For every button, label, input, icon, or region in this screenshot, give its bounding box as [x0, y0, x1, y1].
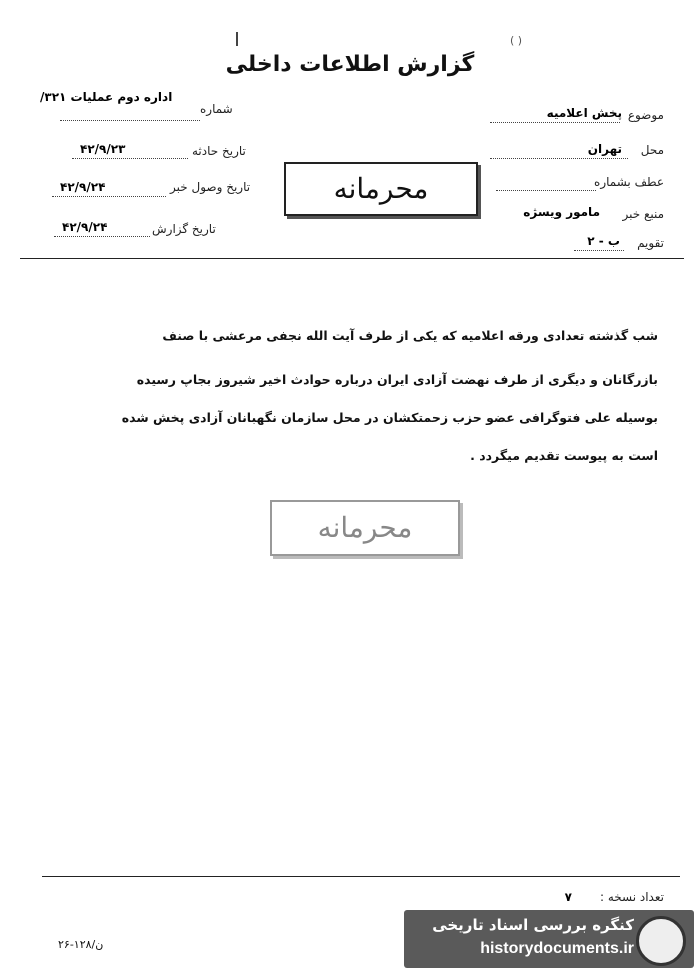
watermark-logo [404, 910, 694, 968]
evaluation-value: ب - ۲ [587, 234, 620, 248]
confidential-stamp-faded-text: محرمانه [317, 511, 413, 544]
report-date-label: تاریخ گزارش [152, 222, 216, 236]
number-value: اداره دوم عملیات ۳۲۱/ [40, 90, 173, 104]
header-divider [20, 258, 684, 259]
reference-dots [496, 190, 596, 191]
watermark-url: historydocuments.ir [480, 940, 634, 957]
confidential-stamp [284, 162, 478, 216]
incident-date-value: ۴۲/۹/۲۳ [80, 142, 126, 156]
body-line-4: است به پیوست تقدیم میگردد . [470, 448, 658, 463]
pen-tick [236, 32, 238, 46]
report-title: گزارش اطلاعات داخلی [225, 52, 475, 77]
incident-date-label: تاریخ حادثه [192, 144, 246, 158]
number-label: شماره [200, 102, 233, 116]
source-value: مامور ویسژه [523, 205, 600, 219]
incident-date-dots [72, 158, 188, 159]
body-line-1: شب گذشته تعدادی ورقه اعلامیه که یکی از طرف آیت الله نجفی مرعشی با صنف [162, 328, 658, 343]
place-dots [490, 158, 628, 159]
report-date-value: ۴۲/۹/۲۴ [62, 220, 108, 234]
evaluation-label: تقویم [637, 236, 664, 250]
body-line-2: بازرگانان و دیگری از طرف نهضت آزادی ایران درباره حوادث اخیر شیروز بجاپ رسیده [136, 372, 658, 387]
form-code: ۲۶-۱۲۸/ن [58, 938, 104, 951]
receipt-date-dots [52, 196, 166, 197]
confidential-stamp-text: محرمانه [333, 172, 429, 205]
page-mark: ( ) [510, 34, 523, 47]
watermark-title: کنگره بررسی اسناد تاریخی [432, 916, 634, 934]
place-label: محل [640, 143, 664, 157]
receipt-date-value: ۴۲/۹/۲۴ [60, 180, 106, 194]
receipt-date-label: تاریخ وصول خبر [170, 180, 251, 194]
place-value: تهران [587, 142, 622, 156]
subject-label: موضوع [627, 108, 664, 122]
confidential-stamp-faded [270, 500, 460, 556]
subject-dots [490, 122, 620, 123]
source-label: منبع خبر [622, 207, 664, 221]
number-dots [60, 120, 200, 121]
footer-divider [42, 876, 680, 877]
evaluation-dots [574, 250, 624, 251]
reference-label: عطف بشماره [594, 175, 664, 189]
subject-value: پخش اعلامیه [546, 106, 622, 120]
body-line-3: بوسیله علی فتوگرافی عضو حزب زحمتکشان در محل سازمان نگهبانان آزادی پخش شده [121, 410, 658, 425]
report-date-dots [54, 236, 150, 237]
copies-value: ۷ [564, 890, 572, 904]
copies-label: تعداد نسخه : [599, 890, 664, 904]
archive-logo-icon [636, 916, 686, 966]
